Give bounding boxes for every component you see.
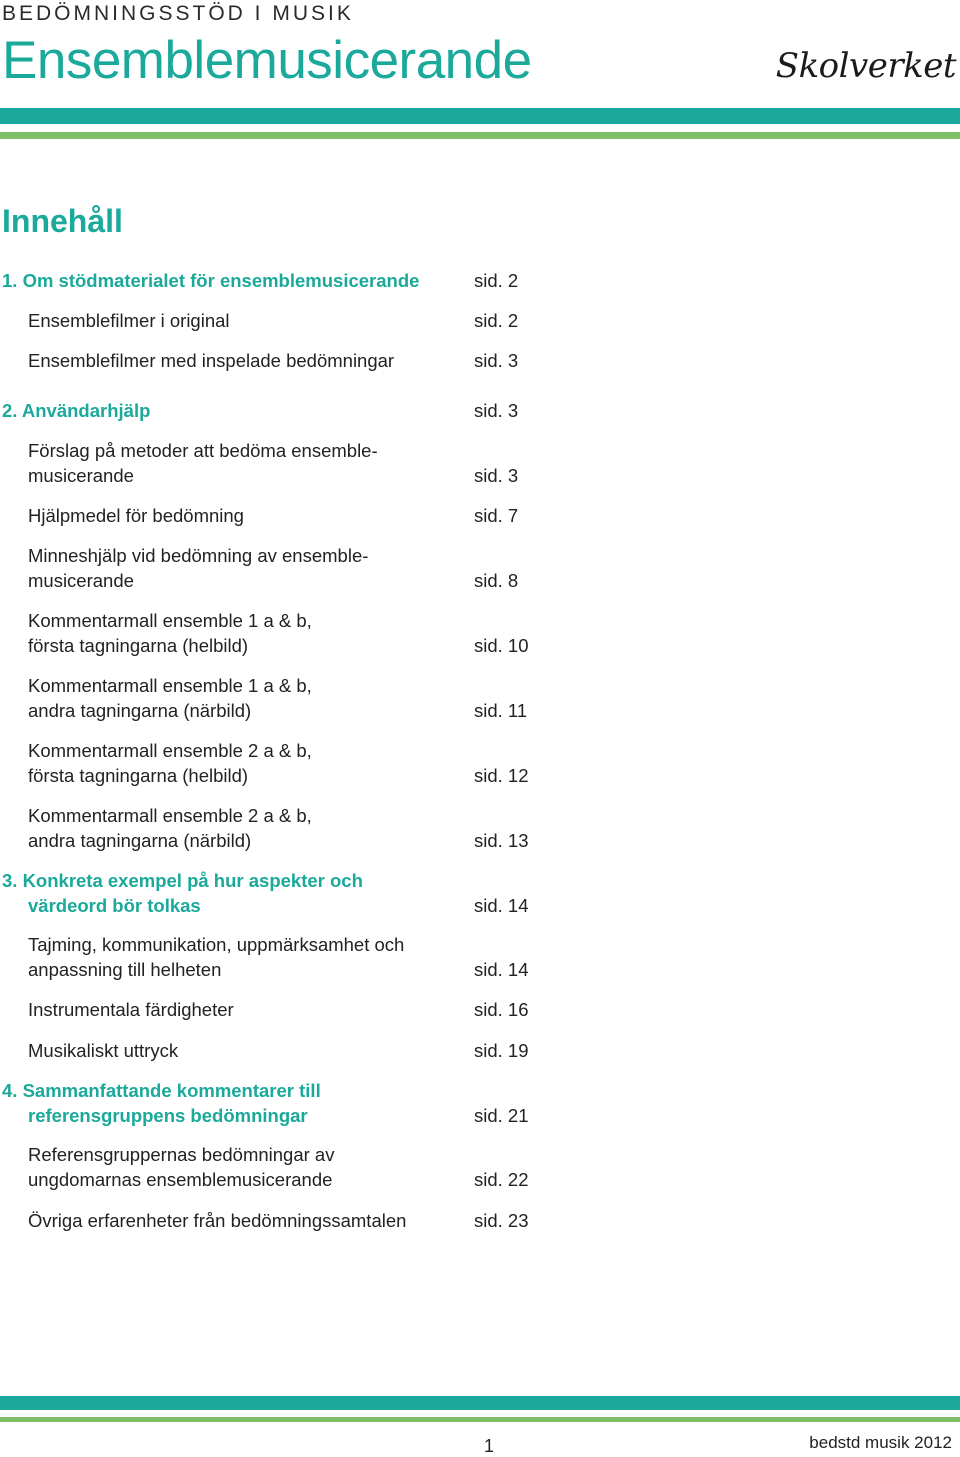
toc-entry-page: sid. 7 — [474, 505, 519, 526]
toc-entry-page: sid. 2 — [474, 310, 519, 331]
toc-entry-page: sid. 12 — [474, 765, 529, 786]
toc-entry-title — [28, 608, 312, 658]
toc-entry-title-line: Övriga erfarenheter från bedömningssamtalen — [28, 1210, 407, 1231]
toc-entry-title-line: Ensemblefilmer i original — [28, 310, 230, 331]
toc-entry-title-line: Instrumentala färdigheter — [28, 999, 234, 1020]
page-number: 1 — [484, 1436, 495, 1456]
toc-entry-title — [28, 932, 404, 982]
toc-entry-page: sid. 21 — [474, 1105, 529, 1126]
toc-subsection-entry[interactable] — [0, 608, 620, 658]
toc-entry-title-line: Kommentarmall ensemble 2 a & b, — [28, 805, 312, 826]
toc-entry-title-line: Tajming, kommunikation, uppmärksamhet och — [28, 934, 405, 955]
toc-subsection-entry[interactable] — [0, 1142, 620, 1192]
toc-entry-page: sid. 2 — [474, 270, 519, 291]
toc-entry-title — [28, 308, 230, 333]
toc-entry-title — [28, 543, 368, 593]
toc-entry-title-line: 1. Om stödmaterialet för ensemblemusicerande — [2, 270, 420, 291]
toc-entry-title-line: musicerande — [28, 465, 134, 486]
toc-entry-page: sid. 11 — [474, 700, 528, 721]
toc-subsection-entry[interactable] — [0, 1038, 620, 1063]
toc-entry-title-line: Kommentarmall ensemble 1 a & b, — [28, 675, 312, 696]
toc-entry-title-line: Minneshjälp vid bedömning av ensemble- — [28, 545, 369, 566]
toc-subsection-entry[interactable] — [0, 673, 620, 723]
toc-entry-page: sid. 14 — [474, 959, 529, 980]
toc-entry-title — [28, 738, 312, 788]
toc-section-entry[interactable] — [0, 868, 620, 918]
toc-entry-title-line: första tagningarna (helbild) — [28, 635, 249, 656]
toc-entry-title-line: ungdomarnas ensemblemusicerande — [28, 1169, 333, 1190]
footer-rule-teal — [0, 1396, 960, 1410]
toc-entry-title-line: andra tagningarna (närbild) — [28, 700, 252, 721]
toc-entry-title-line: värdeord bör tolkas — [28, 895, 201, 916]
toc-subsection-entry[interactable] — [0, 438, 620, 488]
toc-entry-title — [28, 1038, 178, 1063]
toc-entry-title — [2, 398, 150, 423]
toc-subsection-entry[interactable] — [0, 1208, 620, 1233]
toc-entry-title-line: första tagningarna (helbild) — [28, 765, 249, 786]
toc-subsection-entry[interactable] — [0, 932, 620, 982]
toc-entry-title — [28, 348, 394, 373]
footer-rule-green — [0, 1417, 960, 1422]
toc-entry-page: sid. 23 — [474, 1210, 529, 1231]
toc-entry-title — [2, 868, 363, 918]
toc-entry-title — [2, 268, 419, 293]
toc-entry-page: sid. 14 — [474, 895, 529, 916]
toc-heading: Innehåll — [2, 203, 123, 239]
toc-entry-page: sid. 10 — [474, 635, 529, 656]
toc-section-entry[interactable] — [0, 268, 620, 293]
toc-entry-title-line: Hjälpmedel för bedömning — [28, 505, 244, 526]
skolverket-logo: Skolverket — [775, 46, 956, 86]
toc-entry-page: sid. 3 — [474, 400, 519, 421]
toc-subsection-entry[interactable] — [0, 348, 620, 373]
toc-entry-page: sid. 22 — [474, 1169, 529, 1190]
toc-entry-title-line: andra tagningarna (närbild) — [28, 830, 252, 851]
toc-subsection-entry[interactable] — [0, 503, 620, 528]
toc-entry-title-line: Musikaliskt uttryck — [28, 1040, 179, 1061]
toc-entry-title-line: anpassning till helheten — [28, 959, 222, 980]
toc-entry-page: sid. 3 — [474, 465, 519, 486]
toc-subsection-entry[interactable] — [0, 803, 620, 853]
document-title: Ensemblemusicerande — [2, 31, 532, 90]
toc-entry-title — [28, 803, 312, 853]
toc-section-entry[interactable] — [0, 1078, 620, 1128]
toc-entry-title — [28, 1208, 406, 1233]
toc-section-entry[interactable] — [0, 398, 620, 423]
toc-subsection-entry[interactable] — [0, 738, 620, 788]
toc-entry-title-line: Referensgruppernas bedömningar av — [28, 1144, 335, 1165]
toc-entry-page: sid. 13 — [474, 830, 529, 851]
toc-entry-title — [28, 503, 244, 528]
toc-entry-title-line: referensgruppens bedömningar — [28, 1105, 308, 1126]
toc-subsection-entry[interactable] — [0, 997, 620, 1022]
toc-entry-page: sid. 16 — [474, 999, 529, 1020]
toc-entry-title — [28, 1142, 334, 1192]
toc-entry-title-line: 3. Konkreta exempel på hur aspekter och — [2, 870, 363, 891]
toc-entry-title — [2, 1078, 321, 1128]
toc-entry-title — [28, 997, 234, 1022]
toc-entry-title — [28, 438, 378, 488]
toc-entry-page: sid. 19 — [474, 1040, 529, 1061]
toc-entry-title-line: 2. Användarhjälp — [2, 400, 151, 421]
toc-entry-title-line: musicerande — [28, 570, 134, 591]
toc-subsection-entry[interactable] — [0, 543, 620, 593]
document-kicker: BEDÖMNINGSSTÖD I MUSIK — [2, 2, 354, 25]
toc-entry-title-line: 4. Sammanfattande kommentarer till — [2, 1080, 321, 1101]
toc-entry-title-line: Förslag på metoder att bedöma ensemble- — [28, 440, 378, 461]
toc-entry-title-line: Kommentarmall ensemble 2 a & b, — [28, 740, 312, 761]
footer-label: bedstd musik 2012 — [809, 1433, 952, 1452]
toc-entry-page: sid. 8 — [474, 570, 519, 591]
toc-subsection-entry[interactable] — [0, 308, 620, 333]
toc-entry-title-line: Kommentarmall ensemble 1 a & b, — [28, 610, 312, 631]
toc-entry-page: sid. 3 — [474, 350, 519, 371]
toc-entry-title-line: Ensemblefilmer med inspelade bedömningar — [28, 350, 395, 371]
toc-entry-title — [28, 673, 312, 723]
